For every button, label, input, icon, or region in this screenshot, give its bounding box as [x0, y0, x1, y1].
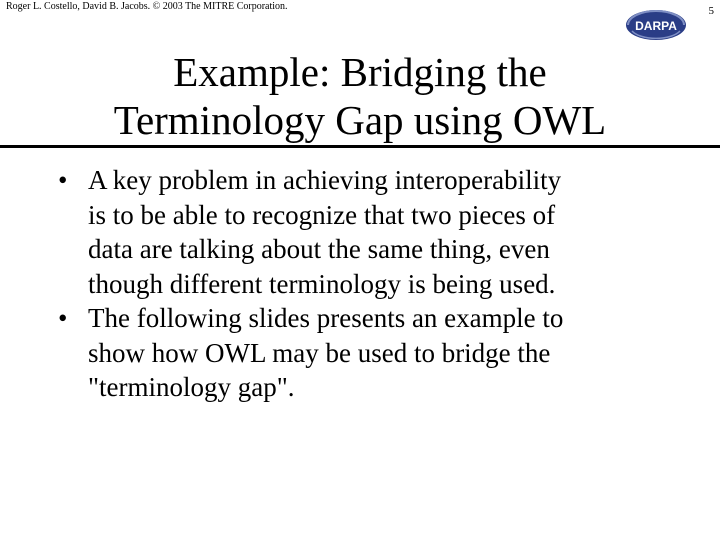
- title-divider: [0, 145, 720, 148]
- bullet-line: The following slides presents an example to: [88, 303, 564, 333]
- slide-title: [0, 48, 720, 144]
- bullet-line: though different terminology is being used.: [88, 268, 556, 299]
- title-line: Terminology Gap using OWL: [113, 97, 607, 143]
- bullet-line: data are talking about the same thing, even: [88, 234, 550, 264]
- darpa-logo: [624, 8, 688, 42]
- bullet-marker: •: [58, 303, 68, 333]
- page-number: 5: [708, 5, 714, 17]
- bullet-marker: •: [58, 165, 68, 195]
- bullet-line: show how OWL may be used to bridge the: [88, 337, 551, 368]
- bullet-item: [58, 163, 678, 301]
- bullet-item: [58, 301, 678, 405]
- copyright-notice: Roger L. Costello, David B. Jacobs. © 2003 The MITRE Corporation.: [6, 1, 288, 12]
- logo-text: DARPA: [635, 19, 677, 33]
- title-line: Example: Bridging the: [173, 49, 547, 95]
- bullet-line: is to be able to recognize that two pieces of: [88, 199, 556, 230]
- bullet-line: "terminology gap".: [88, 372, 295, 402]
- bullet-list: [58, 163, 678, 405]
- bullet-line: A key problem in achieving interoperability: [88, 165, 562, 195]
